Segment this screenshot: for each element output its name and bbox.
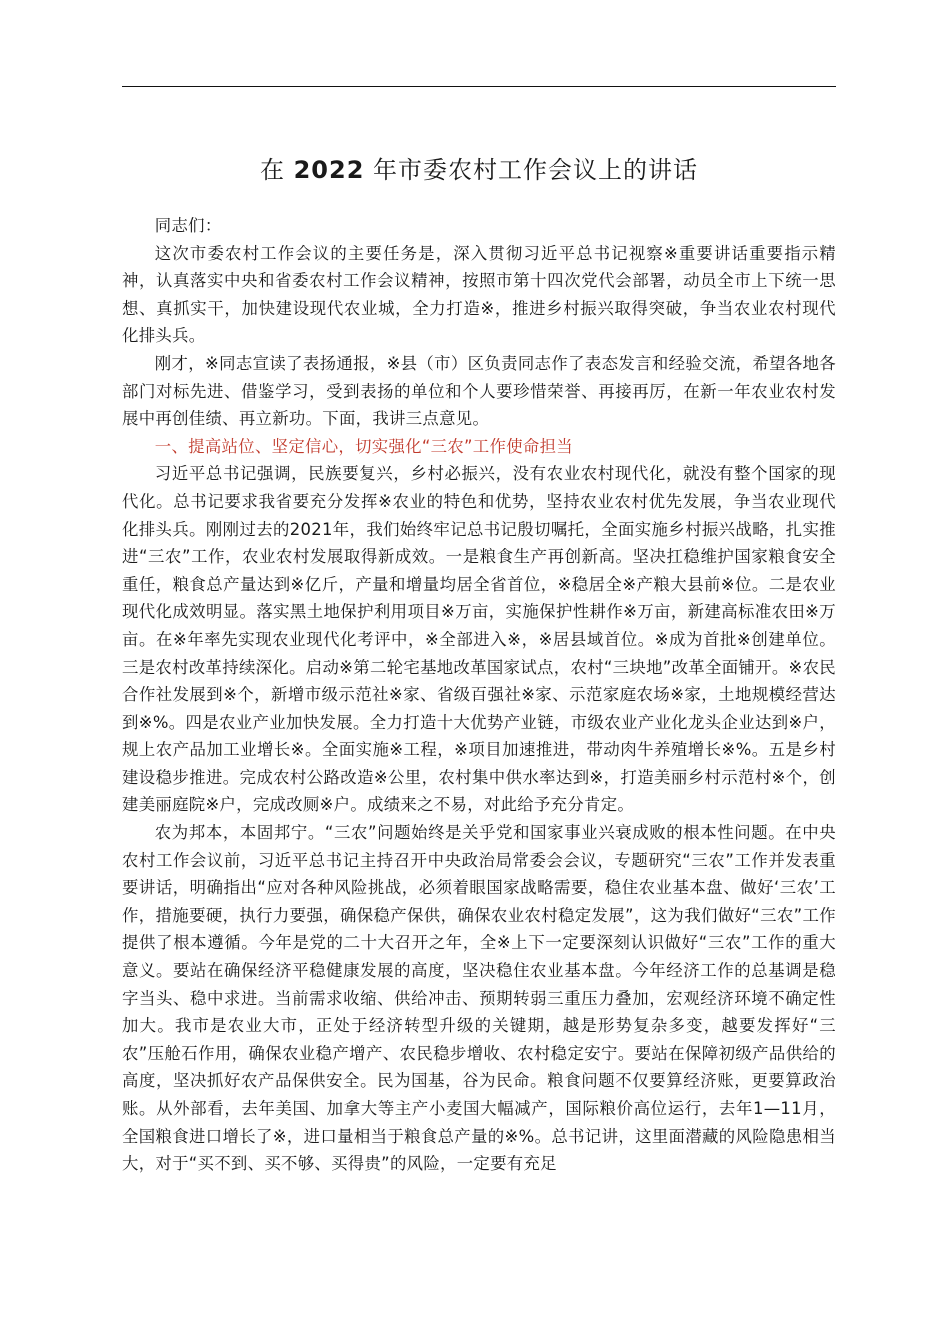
title-prefix: 在	[259, 156, 285, 184]
body-paragraph: 习近平总书记强调，民族要复兴，乡村必振兴，没有农业农村现代化，就没有整个国家的现代化。总书记要求我省要充分发挥※农业的特色和优势，坚持农业农村优先发展，争当农业现代化排头兵。刚刚过去的2021年，我们始终牢记总书记殷切嘱托，全面实施乡村振兴战略，扎实推进“三农”工作，农业农村发展取得新成效。一是粮食生产再创新高。坚决扛稳维护国家粮食安全重任，粮食总产量达到※亿斤，产量和增量均居全省首位，※稳居全※产粮大县前※位。二是农业现代化成效明显。落实黑土地保护利用项目※万亩，实施保护性耕作※万亩，新建高标准农田※万亩。在※年率先实现农业现代化考评中，※全部进入※，※居县域首位。※成为首批※创建单位。三是农村改革持续深化。启动※第二轮宅基地改革国家试点，农村“三块地”改革全面铺开。※农民合作社发展到※个，新增市级示范社※家、省级百强社※家、示范家庭农场※家，土地规模经营达到※%。四是农业产业加快发展。全力打造十大优势产业链，市级农业产业化龙头企业达到※户，规上农产品加工业增长※。全面实施※工程，※项目加速推进，带动肉牛养殖增长※%。五是乡村建设稳步推进。完成农村公路改造※公里，农村集中供水率达到※，打造美丽乡村示范村※个，创建美丽庭院※户，完成改厕※户。成绩来之不易，对此给予充分肯定。	[122, 464, 836, 815]
document-body	[122, 212, 836, 1178]
body-paragraph: 刚才，※同志宣读了表扬通报，※县（市）区负责同志作了表态发言和经验交流，希望各地各部门对标先进、借鉴学习，受到表扬的单位和个人要珍惜荣誉、再接再厉，在新一年农业农村发展中再创佳绩、再立新功。下面，我讲三点意见。	[122, 353, 836, 429]
title-suffix: 年市委农村工作会议上的讲话	[373, 156, 699, 184]
body-paragraph: 这次市委农村工作会议的主要任务是，深入贯彻习近平总书记视察※重要讲话重要指示精神，认真落实中央和省委农村工作会议精神，按照市第十四次党代会部署，动员全市上下统一思想、真抓实干，加快建设现代农业城，全力打造※，推进乡村振兴取得突破，争当农业农村现代化排头兵。	[122, 243, 836, 346]
title-year: 2022	[293, 156, 365, 184]
header-rule	[122, 86, 836, 87]
salutation: 同志们：	[154, 216, 222, 235]
page-title	[122, 150, 836, 190]
section-heading: 一、提高站位、坚定信心，切实强化“三农”工作使命担当	[154, 436, 573, 456]
body-paragraph: 农为邦本，本固邦宁。“三农”问题始终是关乎党和国家事业兴衰成败的根本性问题。在中央农村工作会议前，习近平总书记主持召开中央政治局常委会会议，专题研究“三农”工作并发表重要讲话，明确指出“应对各种风险挑战，必须着眼国家战略需要，稳住农业基本盘、做好‘三农’工作，措施要硬，执行力要强，确保稳产保供，确保农业农村稳定发展”，这为我们做好“三农”工作提供了根本遵循。今年是党的二十大召开之年，全※上下一定要深刻认识做好“三农”工作的重大意义。要站在确保经济平稳健康发展的高度，坚决稳住农业基本盘。今年经济工作的总基调是稳字当头、稳中求进。当前需求收缩、供给冲击、预期转弱三重压力叠加，宏观经济环境不确定性加大。我市是农业大市，正处于经济转型升级的关键期，越是形势复杂多变，越要发挥好“三农”压舱石作用，确保农业稳产增产、农民稳步增收、农村稳定安宁。要站在保障初级产品供给的高度，坚决抓好农产品保供安全。民为国基，谷为民命。粮食问题不仅要算经济账，更要算政治账。从外部看，去年美国、加拿大等主产小麦国大幅减产，国际粮价高位运行，去年1—11月，全国粮食进口增长了※，进口量相当于粮食总产量的※%。总书记讲，这里面潜藏的风险隐患相当大，对于“买不到、买不够、买得贵”的风险，一定要有充足	[122, 823, 836, 1174]
